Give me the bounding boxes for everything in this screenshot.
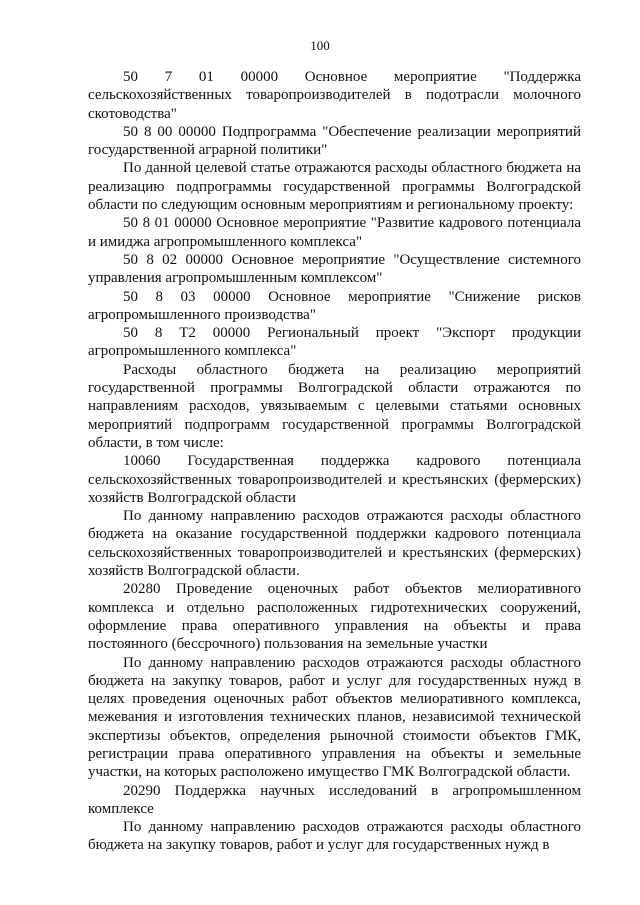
paragraph-direction-20290: 20290 Поддержка научных исследований в агропромышленном комплексе xyxy=(88,782,581,817)
paragraph-description: По данному направлению расходов отражаются расходы областного бюджета на оказание государственной поддержки кадрового потенциала сельскохозяйственных товаропроизводителей и крестьянских (фермерских) хозяйств Волгоградской области. xyxy=(88,508,581,580)
paragraph-target-50-8-01: 50 8 01 00000 Основное мероприятие "Развитие кадрового потенциала и имиджа агропромышленного комплекса" xyxy=(88,215,581,250)
paragraph-target-50-8-t2: 50 8 Т2 00000 Региональный проект "Экспорт продукции агропромышленного комплекса" xyxy=(88,325,581,360)
page-number: 100 xyxy=(310,38,330,53)
paragraph-description: По данному направлению расходов отражаются расходы областного бюджета на закупку товаров, работ и услуг для государственных нужд в xyxy=(88,819,581,854)
paragraph-description: Расходы областного бюджета на реализацию мероприятий государственной программы Волгоградской области отражаются по направлениям расходов, увязываемым с целевыми статьями основных мероприятий подпрограмм государственной программы Волгоградской области, в том числе: xyxy=(88,361,581,451)
document-body xyxy=(88,68,581,855)
paragraph-description: По данной целевой статье отражаются расходы областного бюджета на реализацию подпрограммы государственной программы Волгоградской области по следующим основным мероприятиям и региональному проекту: xyxy=(88,160,581,214)
paragraph-target-50-8-02: 50 8 02 00000 Основное мероприятие "Осуществление системного управления агропромышленным комплексом" xyxy=(88,251,581,287)
paragraph-direction-20280: 20280 Проведение оценочных работ объектов мелиоративного комплекса и отдельно расположенных гидротехнических сооружений, оформление права оперативного управления на объекты и права постоянного (бессрочного) пользования на земельные участки xyxy=(88,581,581,653)
paragraph-direction-10060: 10060 Государственная поддержка кадрового потенциала сельскохозяйственных товаропроизводителей и крестьянских (фермерских) хозяйств Волгоградской области xyxy=(88,453,581,506)
paragraph-target-50-8-03: 50 8 03 00000 Основное мероприятие "Снижение рисков агропромышленного производства" xyxy=(88,288,581,323)
paragraph-target-50-7-01: 50 7 01 00000 Основное мероприятие "Поддержка сельскохозяйственных товаропроизводителей в подотрасли молочного скотоводства" xyxy=(88,69,581,122)
paragraph-target-50-8-00: 50 8 00 00000 Подпрограмма "Обеспечение реализации мероприятий государственной аграрной политики" xyxy=(88,123,581,159)
paragraph-description: По данному направлению расходов отражаются расходы областного бюджета на закупку товаров, работ и услуг для государственных нужд в целях проведения оценочных работ объектов мелиоративного комплекса, межевания и изготовления технических планов, независимой технической экспертизы объектов, определения рыночной стоимости объектов ГМК, регистрации права оперативного управления на объекты и земельные участки, на которых расположено имущество ГМК Волгоградской области. xyxy=(88,654,581,781)
